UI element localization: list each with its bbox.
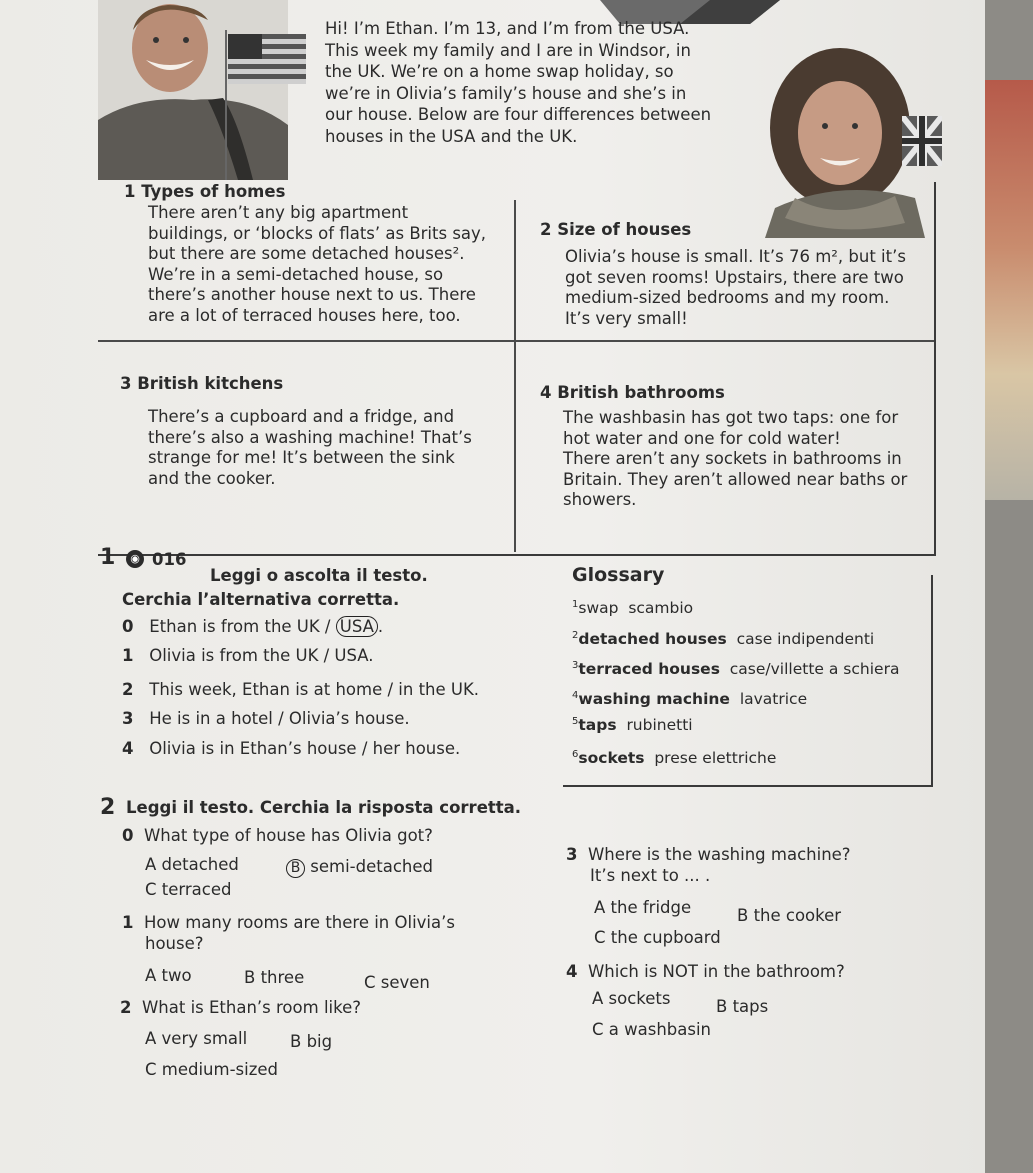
glossary-term: sockets [578,749,645,768]
box4-line: hot water and one for cold water! [563,428,841,448]
box3-text [148,407,516,489]
question-number: 3 [566,845,578,864]
box2-title: 2 Size of houses [540,220,692,239]
glossary-entry [572,745,776,768]
audio-cd-icon: ◉ [126,548,144,568]
ex1-item[interactable] [122,739,460,759]
glossary-ref: 1 [572,599,579,610]
question-text: Where is the washing machine? [587,845,851,864]
box3-line: there’s also a washing machine! That’s [148,427,472,447]
intro-line: Hi! I’m Ethan. I’m 13, and I’m from the USA. [325,19,690,38]
background-flower-photo [985,80,1033,500]
glossary-term: terraced houses [578,660,720,679]
box2-line: got seven rooms! Upstairs, there are two [565,267,904,287]
glossary-entry [572,595,693,618]
box1-line: are a lot of terraced houses here, too. [148,305,461,325]
box4-line: There aren’t any sockets in bathrooms in [563,449,902,468]
intro-text [325,18,725,147]
glossary-def: lavatrice [739,690,808,709]
glossary-title: Glossary [572,564,665,586]
answer-option[interactable]: A very small [145,1029,248,1048]
ex1-item-number: 0 [122,617,134,636]
ethan-photo [98,0,288,180]
box-divider-horizontal [98,340,934,342]
ex2-question [122,826,433,846]
ex2-number: 2 [100,795,116,820]
question-number: 4 [566,962,578,981]
ex1-item-text: Olivia is in Ethan’s house / her house. [149,739,461,758]
answer-option[interactable]: B the cooker [737,906,842,925]
glossary-def: scambio [628,599,694,618]
ex1-item-text: Olivia is from the UK / USA. [149,646,374,665]
answer-option[interactable]: A the fridge [594,898,692,917]
box4-line: showers. [563,490,637,509]
answer-option[interactable]: A detached [145,855,239,874]
ex1-item-text: He is in a hotel / Olivia’s house. [149,709,410,728]
ex1-item-text: Ethan is from the UK / [149,617,336,636]
box1-line: We’re in a semi-detached house, so [148,264,444,284]
glossary-term: swap [578,599,619,618]
box4-line: The washbasin has got two taps: one for [563,408,899,427]
answer-option[interactable]: C the cupboard [594,928,721,947]
question-text: What is Ethan’s room like? [141,998,361,1017]
box2-line: It’s very small! [565,308,688,328]
glossary-term: detached houses [578,630,727,649]
box1-line: buildings, or ‘blocks of flats’ as Brits say, [148,223,487,243]
box4-line: Britain. They aren’t allowed near baths or [563,469,908,489]
glossary-entry [572,656,899,679]
glossary-ref: 6 [572,749,579,760]
ex1-item-number: 4 [122,739,134,758]
box3-line: strange for me! It’s between the sink [148,448,455,467]
ex1-item-number: 3 [122,709,134,728]
box1-line: but there are some detached houses². [148,244,465,263]
glossary-def: prese elettriche [654,749,777,768]
ex1-item[interactable] [122,680,479,700]
ex1-number: 1 [100,545,116,570]
box1-title: 1 Types of homes [124,182,286,201]
box1-text [148,203,516,326]
question-number: 1 [122,913,134,932]
ex2-question [122,913,455,933]
box1-line: There aren’t any big apartment [148,203,409,222]
question-text: What type of house has Olivia got? [143,826,433,845]
intro-line: we’re in Olivia’s family’s house and she’s in [325,83,687,103]
question-number: 0 [122,826,134,845]
glossary-entry [572,626,874,649]
question-text: How many rooms are there in Olivia’s [143,913,455,932]
ex1-track: 016 [152,550,187,569]
box2-line: Olivia’s house is small. It’s 76 m², but it’s [565,247,906,266]
ex2-question [566,962,845,982]
ex1-item-text: This week, Ethan is at home / in the UK. [149,680,480,699]
glossary-ref: 4 [572,690,579,701]
answer-option[interactable]: C medium-sized [145,1060,278,1079]
box3-line: There’s a cupboard and a fridge, and [148,407,455,426]
question-number: 2 [120,998,132,1017]
box2-line: medium-sized bedrooms and my room. [565,288,890,307]
answer-option[interactable]: A two [145,966,192,985]
answer-option[interactable]: C a washbasin [592,1020,712,1039]
intro-line: houses in the USA and the UK. [325,126,578,146]
question-text: Which is NOT in the bathroom? [587,962,845,981]
box1-line: there’s another house next to us. There [148,285,476,304]
intro-line: This week my family and I are in Windsor, in [325,40,691,60]
answer-option[interactable]: B three [244,968,305,987]
ex1-instruction1: Leggi o ascolta il testo. [210,566,428,585]
intro-line: our house. Below are four differences between [325,105,712,124]
glossary-ref: 5 [572,716,579,727]
uk-flag-icon [902,116,942,166]
answer-text: semi-detached [310,857,433,876]
usa-flag-icon [228,34,306,84]
answer-option[interactable]: B taps [716,997,769,1016]
ex2-instruction: Leggi il testo. Cerchia la risposta corretta. [126,798,522,817]
glossary-def: case indipendenti [736,630,875,649]
ex1-instruction2: Cerchia l’alternativa corretta. [122,590,400,609]
question-text-cont: It’s next to ... . [590,866,711,885]
circled-answer[interactable]: USA [336,616,378,637]
glossary-entry [572,712,693,735]
box2-text [565,247,935,329]
answer-option[interactable]: A sockets [592,989,671,1008]
ex2-question [120,998,361,1018]
glossary-term: washing machine [578,690,730,709]
answer-option[interactable]: C terraced [145,880,232,899]
ex1-item-number: 1 [122,646,134,665]
answer-option[interactable]: B big [290,1032,333,1051]
box3-line: and the cooker. [148,468,276,488]
circled-letter: B [286,859,305,878]
ex1-item-number: 2 [122,680,134,699]
glossary-ref: 3 [572,660,579,671]
flag-pole [225,30,227,180]
ex1-item-text-end: . [377,617,384,636]
glossary-def: rubinetti [626,716,693,735]
question-text-cont: house? [145,934,204,953]
glossary-term: taps [578,716,617,735]
glossary-entry [572,686,807,709]
ex1-item[interactable] [122,709,410,729]
answer-option[interactable]: C seven [364,973,430,992]
ex1-item [122,617,383,637]
answer-option-circled[interactable] [286,857,433,878]
box3-title: 3 British kitchens [120,374,284,393]
glossary-def: case/villette a schiera [729,660,900,679]
intro-line: the UK. We’re on a home swap holiday, so [325,62,674,81]
ex2-question [566,845,851,865]
box4-text [563,408,935,511]
glossary-ref: 2 [572,630,579,641]
ex1-item[interactable] [122,646,374,666]
box4-title: 4 British bathrooms [540,383,725,402]
